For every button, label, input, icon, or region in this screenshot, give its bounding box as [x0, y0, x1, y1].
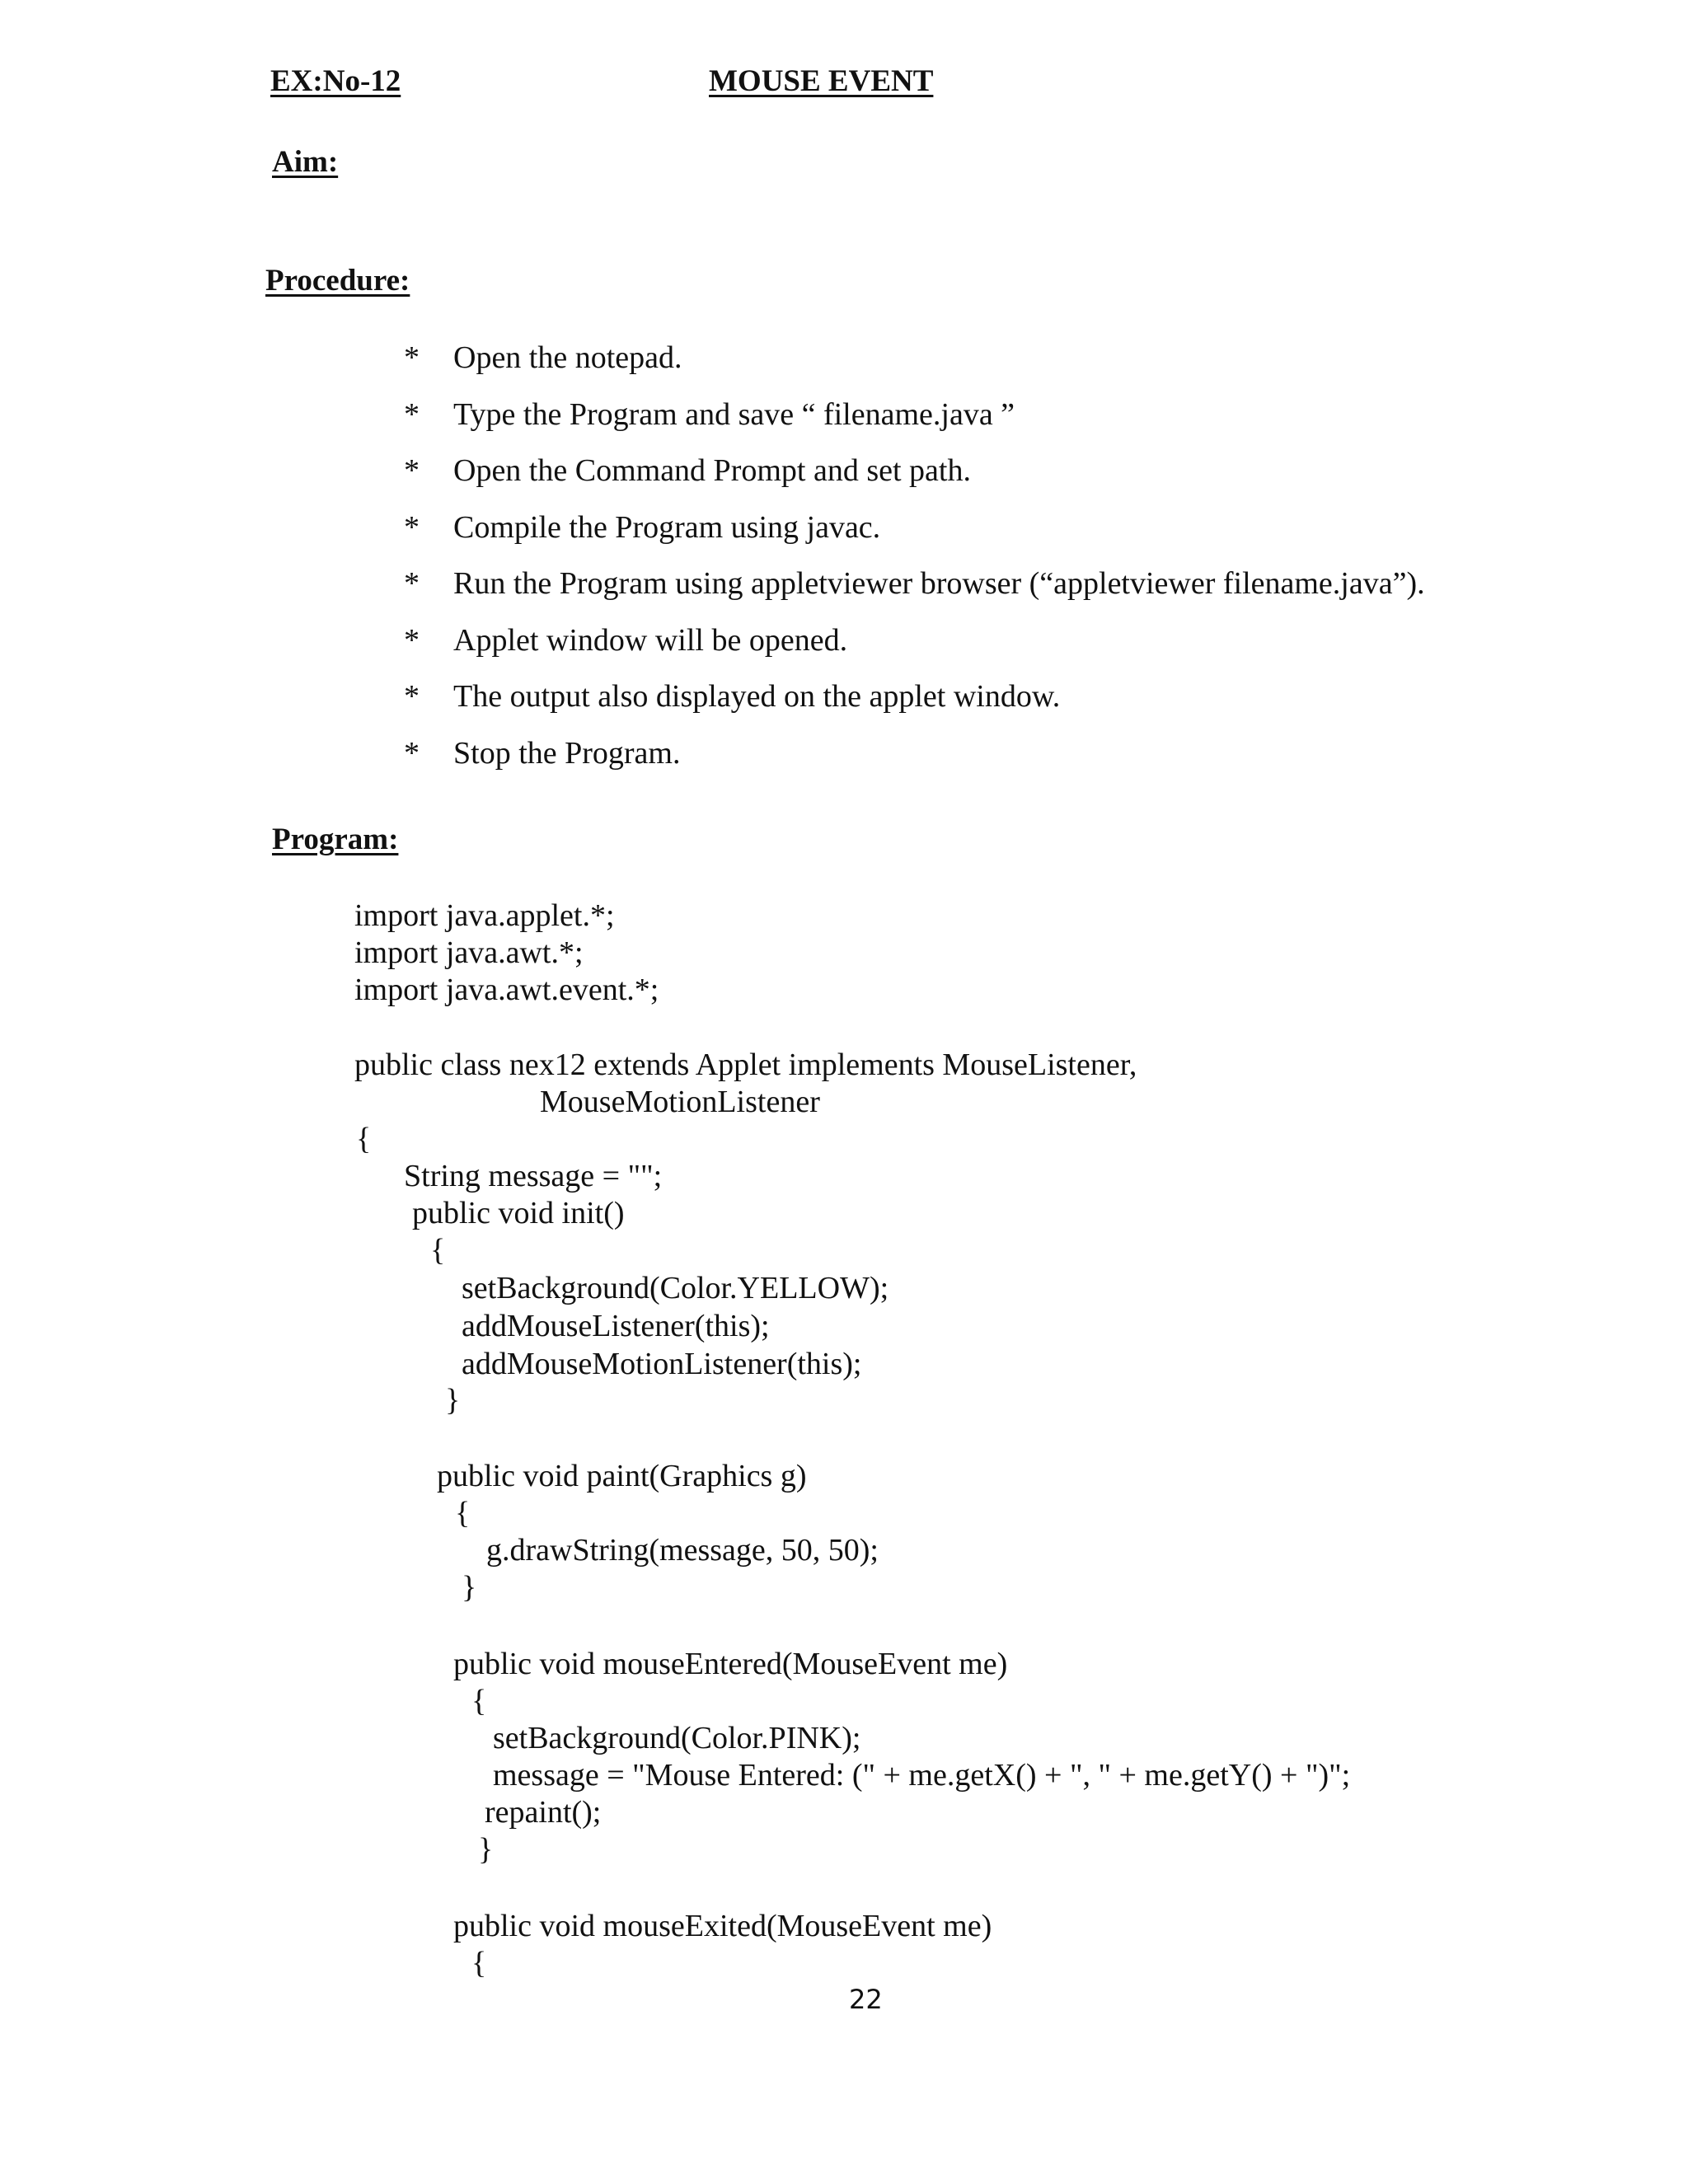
procedure-step — [404, 452, 1425, 509]
step-text: Type the Program and save “ filename.java ” — [453, 396, 1015, 432]
step-text: Run the Program using appletviewer browser (“appletviewer filename.java”). — [453, 566, 1425, 601]
procedure-step — [404, 565, 1425, 622]
procedure-step — [404, 396, 1425, 453]
bullet-marker: * — [404, 735, 420, 771]
bullet-marker: * — [404, 340, 420, 375]
code-line: { — [471, 1946, 487, 1980]
code-line: message = "Mouse Entered: (" + me.getX() + ", " + me.getY() + ")"; — [493, 1758, 1351, 1793]
code-line: public void paint(Graphics g) — [437, 1459, 807, 1493]
bullet-marker: * — [404, 622, 420, 658]
code-line: public void init() — [412, 1196, 625, 1230]
step-text: Open the Command Prompt and set path. — [453, 453, 971, 488]
procedure-step — [404, 340, 1425, 396]
aim-heading: Aim: — [272, 145, 339, 179]
code-line: public class nex12 extends Applet implements MouseListener, — [354, 1047, 1137, 1082]
code-line: addMouseListener(this); — [462, 1309, 770, 1343]
procedure-step — [404, 509, 1425, 566]
bullet-marker: * — [404, 453, 420, 488]
procedure-step — [404, 735, 1425, 792]
page-title: MOUSE EVENT — [709, 64, 934, 98]
code-line: String message = ""; — [404, 1159, 663, 1193]
code-line: { — [455, 1496, 471, 1530]
step-text: Open the notepad. — [453, 340, 682, 375]
exercise-number: EX:No-12 — [270, 64, 401, 98]
program-heading: Program: — [272, 823, 399, 856]
code-line: } — [478, 1832, 494, 1867]
code-line: public void mouseExited(MouseEvent me) — [453, 1909, 992, 1943]
bullet-marker: * — [404, 679, 420, 714]
code-line: MouseMotionListener — [540, 1085, 820, 1119]
code-line: setBackground(Color.PINK); — [493, 1721, 861, 1755]
code-line: repaint(); — [485, 1795, 602, 1830]
code-line: g.drawString(message, 50, 50); — [486, 1533, 879, 1568]
step-text: Applet window will be opened. — [453, 622, 848, 658]
code-line: import java.awt.*; — [354, 935, 584, 970]
procedure-heading: Procedure: — [265, 264, 410, 298]
step-text: The output also displayed on the applet window. — [453, 679, 1061, 714]
code-line: public void mouseEntered(MouseEvent me) — [453, 1647, 1008, 1681]
bullet-marker: * — [404, 396, 420, 432]
code-line: { — [430, 1233, 446, 1268]
procedure-step — [404, 622, 1425, 679]
bullet-marker: * — [404, 509, 420, 545]
code-line: { — [356, 1122, 372, 1156]
code-line: addMouseMotionListener(this); — [462, 1347, 862, 1381]
procedure-step — [404, 678, 1425, 735]
bullet-marker: * — [404, 566, 420, 601]
page-number: 22 — [849, 1984, 883, 2015]
code-line: { — [471, 1684, 487, 1718]
code-line: } — [445, 1383, 461, 1418]
code-line: import java.applet.*; — [354, 898, 615, 933]
procedure-steps — [404, 340, 1425, 791]
code-line: import java.awt.event.*; — [354, 972, 659, 1007]
code-line: setBackground(Color.YELLOW); — [462, 1271, 889, 1305]
step-text: Stop the Program. — [453, 735, 681, 771]
code-line: } — [462, 1570, 477, 1605]
step-text: Compile the Program using javac. — [453, 509, 881, 545]
